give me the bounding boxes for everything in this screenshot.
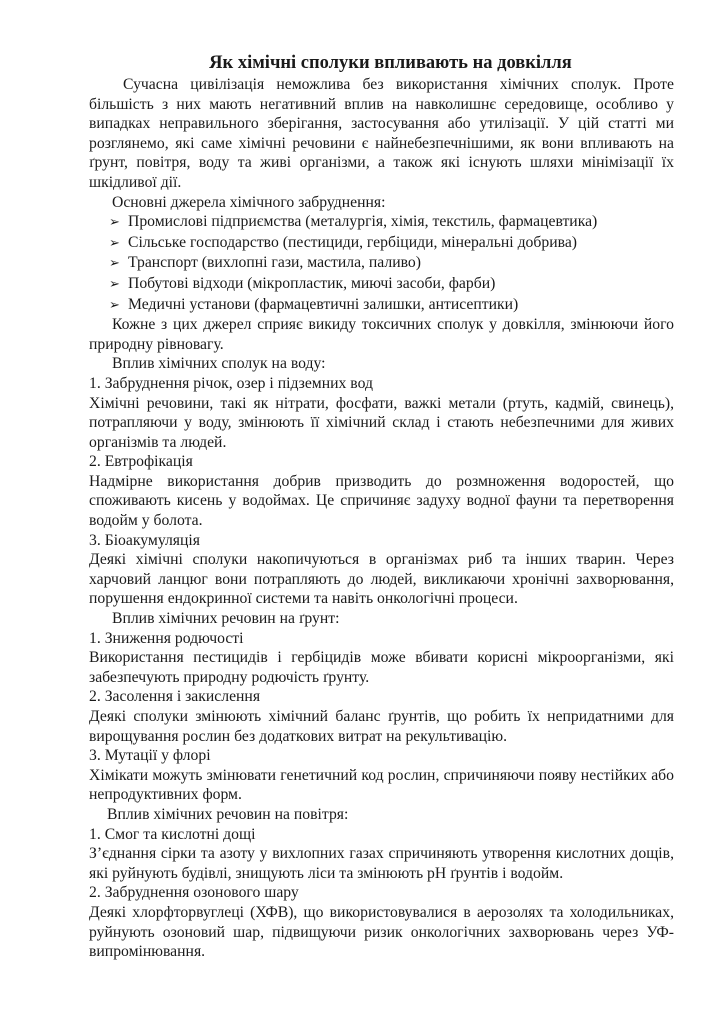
section-paragraph: Використання пестицидів і гербіцидів може вбивати корисні мікроорганізми, які забезпечують природну родючість ґрунту. bbox=[89, 649, 674, 686]
arrow-bullet-icon: ➢ bbox=[109, 297, 120, 313]
sources-list bbox=[89, 212, 674, 315]
arrow-bullet-icon: ➢ bbox=[109, 235, 120, 251]
section-paragraph: Хімічні речовини, такі як нітрати, фосфати, важкі метали (ртуть, кадмій, свинець), потрапляючи у воду, змінюють її хімічний склад і стають небезпечними для живих організмів та людей. bbox=[89, 394, 674, 451]
soil-heading: Вплив хімічних речовин на ґрунт: bbox=[112, 610, 340, 628]
section-paragraph: Хімікати можуть змінювати генетичний код рослин, спричиняючи появу нестійких або непродуктивних форм. bbox=[89, 766, 674, 804]
arrow-bullet-icon: ➢ bbox=[109, 256, 120, 272]
arrow-bullet-icon: ➢ bbox=[109, 276, 120, 292]
intro-paragraph: Сучасна цивілізація неможлива без використання хімічних сполук. Проте більшість з них мають негативний вплив на навколишнє середовище, особливо у випадках неправильного зберігання, застосування або утилізації. У цій статті ми розглянемо, які саме хімічні речовини є найнебезпечнішими, як вони впливають на ґрунт, повітря, воду та живі організми, а також які існують шляхи мінімізації їх шкідливої дії. bbox=[89, 76, 674, 191]
section-subheading: 2. Забруднення озонового шару bbox=[89, 884, 299, 902]
section-paragraph: Деякі сполуки змінюють хімічний баланс ґрунтів, що робить їх непридатними для вирощування рослин без додаткових витрат на рекультивацію. bbox=[89, 708, 674, 745]
list-item: ➢ Сільське господарство (пестициди, гербіциди, мінеральні добрива) bbox=[109, 233, 674, 254]
sources-heading: Основні джерела хімічного забруднення: bbox=[112, 193, 386, 211]
section-subheading: 1. Зниження родючості bbox=[89, 629, 244, 647]
section-subheading: 3. Біоакумуляція bbox=[89, 531, 200, 549]
section-paragraph: Деякі хімічні сполуки накопичуються в організмах риб та інших тварин. Через харчовий ланцюг вони потрапляють до людей, викликаючи хронічні захворювання, порушення ендокринної системи та навіть онкологічні процеси. bbox=[89, 551, 674, 608]
list-item: ➢ Побутові відходи (мікропластик, миючі засоби, фарби) bbox=[109, 274, 674, 295]
section-paragraph: Надмірне використання добрив призводить до розмноження водоростей, що споживають кисень у водоймах. Це спричиняє задуху водної фауни та перетворення водойм у болота. bbox=[89, 472, 674, 530]
sources-conclusion: Кожне з цих джерел сприяє викиду токсичних сполук у довкілля, змінюючи його природну рівновагу. bbox=[89, 316, 674, 353]
section-subheading: 2. Евтрофікація bbox=[89, 453, 193, 471]
water-heading: Вплив хімічних сполук на воду: bbox=[112, 355, 326, 373]
list-item: ➢ Транспорт (вихлопні гази, мастила, паливо) bbox=[109, 253, 674, 274]
air-heading: Вплив хімічних речовин на повітря: bbox=[107, 805, 349, 823]
page-title: Як хімічні сполуки впливають на довкілля bbox=[209, 53, 572, 73]
section-subheading: 3. Мутації у флорі bbox=[89, 747, 211, 765]
list-item: ➢ Медичні установи (фармацевтичні залишки, антисептики) bbox=[109, 295, 674, 316]
section-subheading: 1. Смог та кислотні дощі bbox=[89, 825, 256, 843]
section-paragraph: Деякі хлорфторвуглеці (ХФВ), що використовувалися в аерозолях та холодильниках, руйнують озоновий шар, підвищуючи ризик онкологічних захворювань через УФ-випромінювання. bbox=[89, 903, 674, 961]
section-subheading: 2. Засолення і закислення bbox=[89, 688, 261, 706]
list-item: ➢ Промислові підприємства (металургія, хімія, текстиль, фармацевтика) bbox=[109, 212, 674, 233]
section-subheading: 1. Забруднення річок, озер і підземних вод bbox=[89, 374, 373, 392]
section-paragraph: З’єднання сірки та азоту у вихлопних газах спричиняють утворення кислотних дощів, які руйнують будівлі, знищують ліси та змінюють pH ґрунтів і водойм. bbox=[89, 845, 674, 882]
arrow-bullet-icon: ➢ bbox=[109, 215, 120, 231]
